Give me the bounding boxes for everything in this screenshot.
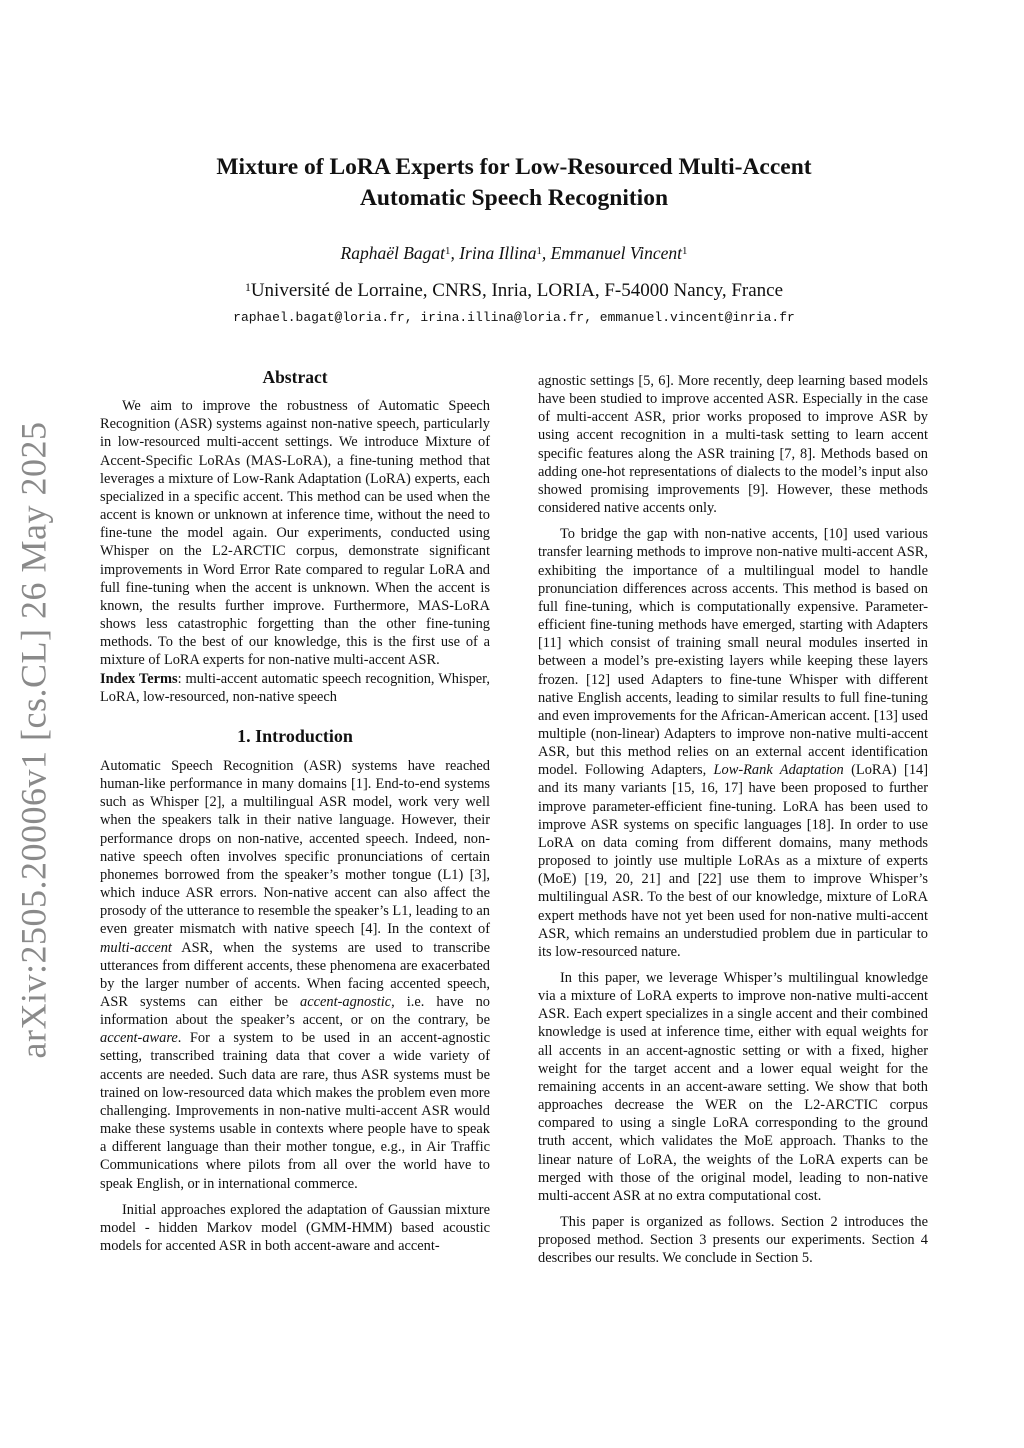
author-affil-mark: 1 [682, 245, 688, 258]
italic-term: accent-aware [100, 1030, 178, 1047]
body-paragraph: agnostic settings [5, 6]. More recently, deep learning based models have been studied to improve accented ASR. Especially in the case of multi-accent ASR, prior works proposed to improve ASR by using accent recognition in a multi-task setting to learn accent specific features along the ASR training [7, 8]. Methods based on adding one-hot representations of dialects to the model’s input also showed promising improvements [9]. However, these methods considered native accents only. [538, 373, 928, 517]
italic-term: accent-agnostic [300, 994, 392, 1010]
author-affil-mark: 1 [445, 245, 451, 258]
author-separator: , [450, 243, 460, 263]
affiliation [100, 280, 928, 302]
author-name: Raphaël Bagat [340, 243, 446, 263]
arxiv-stamp [4, 420, 62, 1060]
title-line-1: Mixture of LoRA Experts for Low-Resourced Multi-Accent [216, 154, 812, 180]
affiliation-text: Université de Lorraine, CNRS, Inria, LORIA, F-54000 Nancy, France [250, 280, 784, 301]
author-name: Irina Illina [459, 243, 537, 263]
body-paragraph [538, 525, 928, 961]
right-column [538, 372, 928, 1268]
intro-paragraph [100, 757, 490, 1193]
text-run: ASR, when the systems are used to transcribe utterances from different accents, these phenomena are exacerbated by the larger number of accents. When facing accented speech, ASR systems can either be [100, 939, 490, 1010]
text-run: Automatic Speech Recognition (ASR) systems have reached human-like performance in many domains [1]. End-to-end systems such as Whisper [2], a multilingual ASR model, work very well when the speakers talk in their native language. However, their performance drops on non-native, accented speech. Indeed, non-native speech often involves specific pronunciations of certain phonemes borrowed from the speaker’s mother tongue (L1) [3], which induce ASR errors. Non-native accent can also affect the prosody of the utterance to resemble the speaker’s L1, leading to an even greater mismatch with native speech [4]. In the context of [100, 757, 490, 938]
affiliation-mark: 1 [244, 280, 251, 294]
abstract-heading: Abstract [262, 367, 328, 387]
section-heading-introduction: 1. Introduction [237, 725, 353, 746]
paper-header [100, 152, 928, 325]
intro-paragraph: Initial approaches explored the adaptation of Gaussian mixture model - hidden Markov model (GMM-HMM) based acoustic models for accented ASR in both accent-aware and accent- [100, 1201, 490, 1255]
paper-title [100, 152, 928, 214]
author-emails: raphael.bagat@loria.fr, irina.illina@loria.fr, emmanuel.vincent@inria.fr [233, 310, 795, 325]
index-terms [100, 670, 490, 706]
arxiv-stamp-text: arXiv:2505.20006v1 [cs.CL] 26 May 2025 [13, 421, 53, 1059]
italic-term: multi-accent [100, 939, 172, 956]
italic-term: Low-Rank Adaptation [713, 762, 844, 779]
body-paragraph: This paper is organized as follows. Section 2 introduces the proposed method. Section 3 presents our experiments. Section 4 describes our results. We conclude in Section 5. [538, 1214, 928, 1267]
author-list [100, 243, 928, 264]
text-run: To bridge the gap with non-native accents, [10] used various transfer learning methods to improve non-native multi-accent ASR, exhibiting the importance of a multilingual model to handle pronunciation differences across accents. This method is based on full fine-tuning, which is computationally expensive. Parameter-efficient fine-tuning methods have emerged, starting with Adapters [11] which consist of training small neural modules inserted in between a model’s pre-existing layers while keeping these layers frozen. [12] used Adapters to fine-tune Whisper with different native English accents, leading to similar results to full fine-tuning and even improvements for the African-American accent. [13] used multiple (non-linear) Adapters to improve non-native multi-accent ASR, but this method relies on an external accent identification model. Following Adapters, [538, 526, 928, 779]
text-run: (LoRA) [14] and its many variants [15, 16, 17] have been proposed to further improve parameter-efficient fine-tuning. LoRA has been used to improve ASR systems on specific languages [18]. In order to use LoRA on data coming from different domains, many methods proposed to jointly use multiple LoRAs as a mixture of experts (MoE) [19, 20, 21] and [22] use them to improve Whisper’s multilingual ASR. To the best of our knowledge, mixture of LoRA expert methods have not yet been used for non-native multi-accent ASR, which remains an understudied problem due in particular to its low-resourced nature. [538, 762, 929, 960]
index-terms-text: : multi-accent automatic speech recognition, Whisper, LoRA, low-resourced, non-native speech [100, 670, 490, 705]
author-name: Emmanuel Vincent [550, 243, 683, 263]
text-run: , i.e. have no information about the speaker’s accent, or on the contrary, be [100, 994, 490, 1029]
author-separator: , [541, 243, 551, 263]
author-affil-mark: 1 [536, 245, 542, 258]
abstract-text: We aim to improve the robustness of Automatic Speech Recognition (ASR) systems against non-native speech, particularly in low-resourced multi-accent settings. We introduce Mixture of Accent-Specific LoRAs (MAS-LoRA), a fine-tuning method that leverages a mixture of Low-Rank Adaptation (LoRA) experts, each specialized in a specific accent. This method can be used when the accent is known or unknown at inference time, without the need to fine-tune the model again. Our experiments, conducted using Whisper on the L2-ARCTIC corpus, demonstrate significant improvements in Word Error Rate compared to regular LoRA and full fine-tuning when the accent is unknown. When the accent is known, the results further improve. Furthermore, MAS-LoRA shows less catastrophic forgetting than the other fine-tuning methods. To the best of our knowledge, this is the first use of a mixture of LoRA experts for non-native multi-accent ASR. [100, 398, 490, 669]
title-line-2: Automatic Speech Recognition [359, 185, 669, 211]
index-terms-label: Index Terms [100, 670, 178, 687]
body-paragraph: In this paper, we leverage Whisper’s multilingual knowledge via a mixture of LoRA experts to improve non-native multi-accent ASR. Each expert specializes in a single accent and their combined knowledge is used at inference time, either with equal weights for all accents in an accent-agnostic setting or with a fixed, higher weight for the target accent and a lower equal weight for the remaining accents in an accent-aware setting. We show that both approaches decrease the WER on the L2-ARCTIC corpus compared to using a single LoRA corresponding to the ground truth accent, which validates the MoE approach. Thanks to the linear nature of LoRA, the weights of the LoRA experts can be merged with those of the original model, leading to non-native multi-accent ASR at no extra computational cost. [538, 970, 928, 1204]
text-run: . For a system to be used in an accent-agnostic setting, transcribed training data that cover a wide variety of accents are needed. Such data are rare, thus ASR systems must be trained on low-resourced data which makes the problem even more challenging. Improvements in non-native multi-accent ASR would make these systems usable in contexts where people have to speak a different language than their mother tongue, e.g., in Air Traffic Communications where pilots from all over the world have to speak English, or in international commerce. [100, 1030, 490, 1192]
left-column [100, 368, 490, 1255]
